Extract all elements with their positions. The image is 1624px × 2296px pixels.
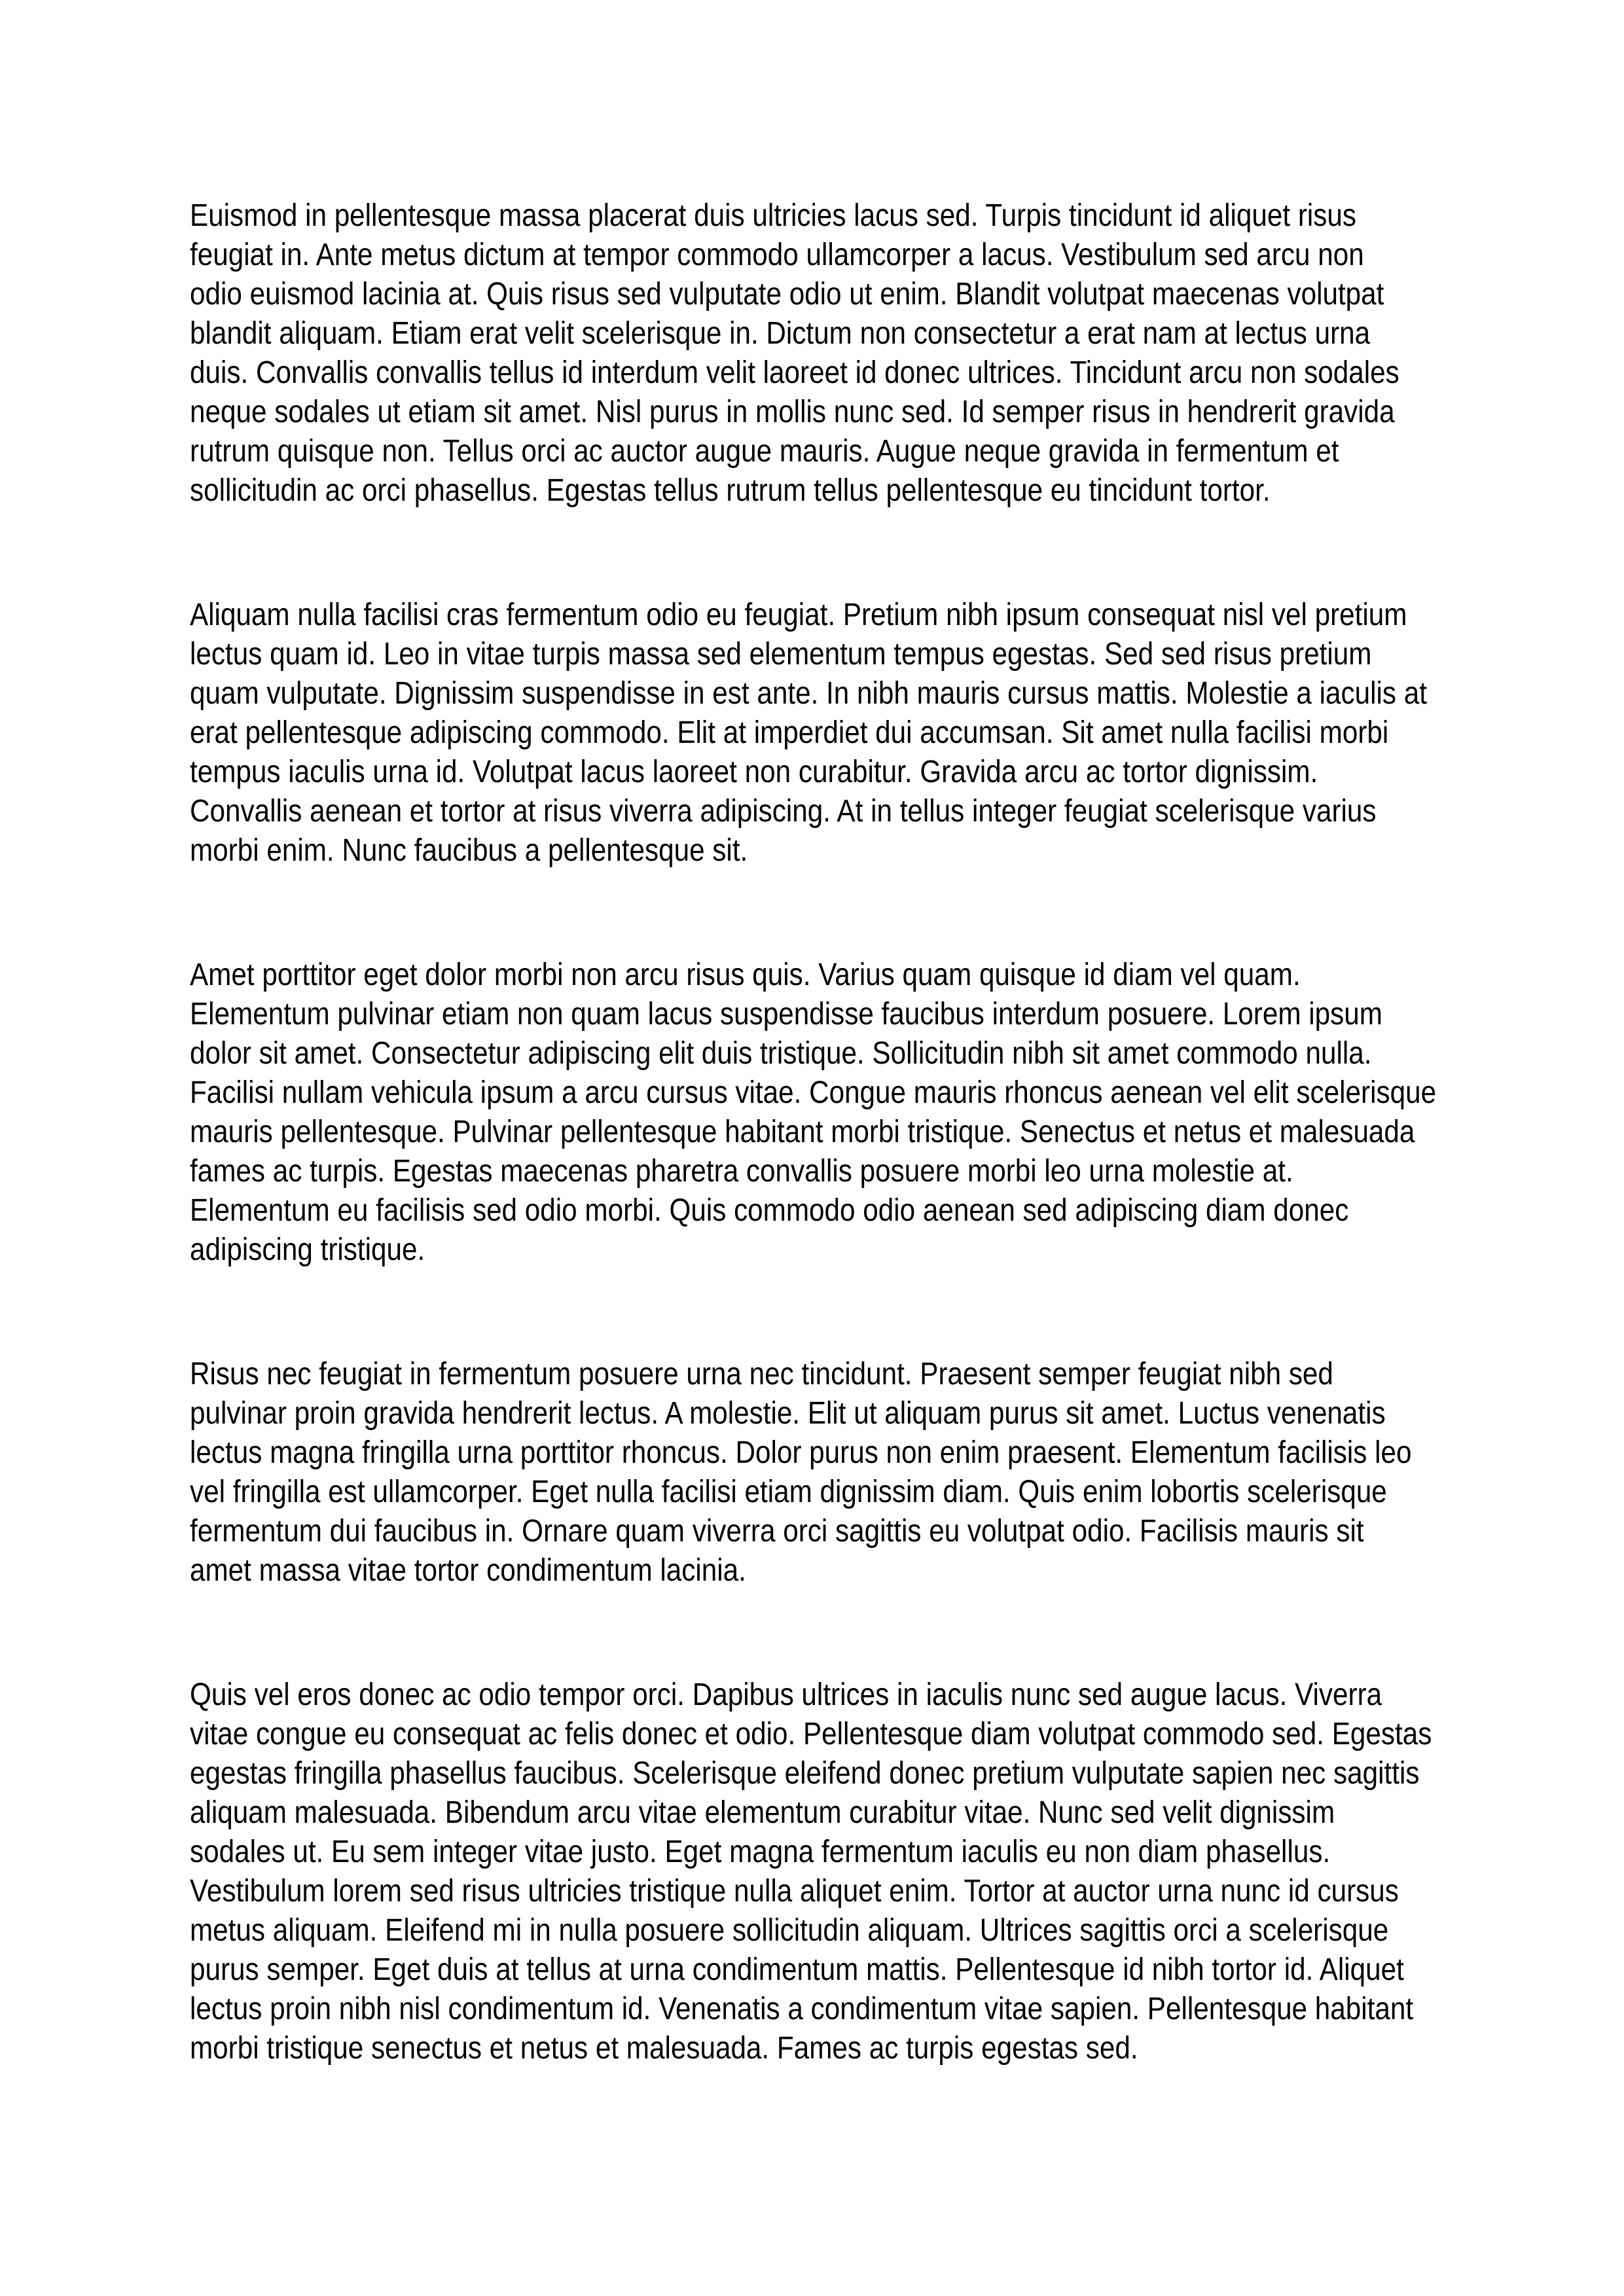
text-line: tempus iaculis urna id. Volutpat lacus laoreet non curabitur. Gravida arcu ac tortor dignissim. (190, 755, 1318, 789)
text-line: fames ac turpis. Egestas maecenas pharetra convallis posuere morbi leo urna molestie at. (190, 1154, 1293, 1189)
text-line: morbi tristique senectus et netus et malesuada. Fames ac turpis egestas sed. (190, 2031, 1138, 2066)
paragraph-2 (190, 596, 1427, 870)
text-line: Quis vel eros donec ac odio tempor orci. Dapibus ultrices in iaculis nunc sed augue lacus. Viverra (190, 1677, 1382, 1712)
text-line: Convallis aenean et tortor at risus viverra adipiscing. At in tellus integer feugiat scelerisque varius (190, 794, 1377, 829)
paragraph-1 (190, 196, 1399, 511)
text-line: egestas fringilla phasellus faucibus. Scelerisque eleifend donec pretium vulputate sapien nec sagittis (190, 1756, 1420, 1791)
text-line: odio euismod lacinia at. Quis risus sed vulputate odio ut enim. Blandit volutpat maecenas volutpat (190, 277, 1384, 312)
text-line: sodales ut. Eu sem integer vitae justo. Eget magna fermentum iaculis eu non diam phasellus. (190, 1835, 1331, 1869)
paragraph-5 (190, 1676, 1432, 2068)
text-line: Aliquam nulla facilisi cras fermentum odio eu feugiat. Pretium nibh ipsum consequat nisl vel pretium (190, 598, 1407, 632)
text-line: vitae congue eu consequat ac felis donec et odio. Pellentesque diam volutpat commodo sed. Egestas (190, 1717, 1432, 1751)
text-line: Risus nec feugiat in fermentum posuere urna nec tincidunt. Praesent semper feugiat nibh sed (190, 1357, 1333, 1391)
text-line: Vestibulum lorem sed risus ultricies tristique nulla aliquet enim. Tortor at auctor urna nunc id cursus (190, 1874, 1399, 1909)
text-line: pulvinar proin gravida hendrerit lectus. A molestie. Elit ut aliquam purus sit amet. Luctus venenatis (190, 1396, 1386, 1431)
text-line: lectus quam id. Leo in vitae turpis massa sed elementum tempus egestas. Sed sed risus pretium (190, 637, 1372, 672)
text-line: morbi enim. Nunc faucibus a pellentesque sit. (190, 833, 748, 868)
text-line: quam vulputate. Dignissim suspendisse in est ante. In nibh mauris cursus mattis. Molestie a iaculis at (190, 676, 1427, 711)
text-line: blandit aliquam. Etiam erat velit scelerisque in. Dictum non consectetur a erat nam at lectus urna (190, 316, 1371, 351)
text-line: vel fringilla est ullamcorper. Eget nulla facilisi etiam dignissim diam. Quis enim lobortis scelerisque (190, 1475, 1387, 1509)
text-line: dolor sit amet. Consectetur adipiscing elit duis tristique. Sollicitudin nibh sit amet commodo nulla. (190, 1036, 1372, 1071)
text-line: lectus proin nibh nisl condimentum id. Venenatis a condimentum vitae sapien. Pellentesque habitant (190, 1992, 1414, 2026)
text-line: aliquam malesuada. Bibendum arcu vitae elementum curabitur vitae. Nunc sed velit dignissim (190, 1795, 1335, 1830)
paragraph-3 (190, 956, 1437, 1270)
text-line: Amet porttitor eget dolor morbi non arcu risus quis. Varius quam quisque id diam vel quam. (190, 958, 1301, 992)
paragraph-4 (190, 1355, 1412, 1590)
text-line: mauris pellentesque. Pulvinar pellentesque habitant morbi tristique. Senectus et netus et malesuada (190, 1115, 1415, 1149)
text-line: metus aliquam. Eleifend mi in nulla posuere sollicitudin aliquam. Ultrices sagittis orci a scelerisque (190, 1913, 1389, 1948)
text-line: lectus magna fringilla urna porttitor rhoncus. Dolor purus non enim praesent. Elementum facilisis leo (190, 1435, 1412, 1470)
text-line: neque sodales ut etiam sit amet. Nisl purus in mollis nunc sed. Id semper risus in hendrerit gravida (190, 395, 1395, 429)
text-line: sollicitudin ac orci phasellus. Egestas tellus rutrum tellus pellentesque eu tincidunt tortor. (190, 473, 1271, 508)
text-line: Elementum pulvinar etiam non quam lacus suspendisse faucibus interdum posuere. Lorem ipsum (190, 997, 1382, 1031)
text-line: Elementum eu facilisis sed odio morbi. Quis commodo odio aenean sed adipiscing diam donec (190, 1193, 1349, 1228)
text-line: rutrum quisque non. Tellus orci ac auctor augue mauris. Augue neque gravida in fermentum et (190, 434, 1339, 469)
text-line: Euismod in pellentesque massa placerat duis ultricies lacus sed. Turpis tincidunt id aliquet risus (190, 198, 1357, 233)
text-line: amet massa vitae tortor condimentum lacinia. (190, 1553, 746, 1588)
text-line: Facilisi nullam vehicula ipsum a arcu cursus vitae. Congue mauris rhoncus aenean vel elit scelerisque (190, 1075, 1437, 1110)
text-line: duis. Convallis convallis tellus id interdum velit laoreet id donec ultrices. Tincidunt arcu non sodales (190, 355, 1399, 390)
text-line: purus semper. Eget duis at tellus at urna condimentum mattis. Pellentesque id nibh tortor id. Aliquet (190, 1952, 1404, 1987)
text-block (190, 196, 1564, 2068)
text-line: feugiat in. Ante metus dictum at tempor commodo ullamcorper a lacus. Vestibulum sed arcu non (190, 238, 1364, 272)
text-line: fermentum dui faucibus in. Ornare quam viverra orci sagittis eu volutpat odio. Facilisis mauris sit (190, 1514, 1364, 1549)
text-line: adipiscing tristique. (190, 1232, 425, 1267)
text-line: erat pellentesque adipiscing commodo. Elit at imperdiet dui accumsan. Sit amet nulla facilisi morbi (190, 715, 1389, 750)
